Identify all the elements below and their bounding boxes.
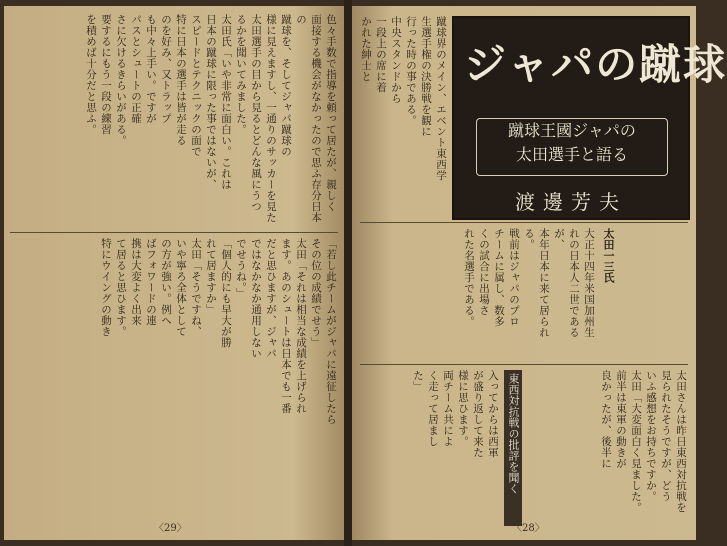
- right-bottom-text: [360, 370, 500, 520]
- right-intro-text: [360, 16, 448, 208]
- left-bottom-line: いや寧ろ全体として: [175, 238, 187, 337]
- title-box: [452, 16, 727, 220]
- right-intro-line: 一段上の席に着: [375, 16, 387, 93]
- right-page: [352, 6, 727, 540]
- left-top-line: 要するにもう一段の練習: [100, 14, 112, 135]
- left-top-line: 面接する機会がなかったので思ふ存分日本の: [295, 14, 322, 223]
- left-top-line: 太田氏「いや非常に面白い。これは: [220, 14, 232, 190]
- left-top-line: 日本の蹴球に限った事ではないが、: [205, 14, 217, 190]
- right-profile-line: 戦前はジャパのプロ: [508, 228, 520, 327]
- right-profile-text: [360, 228, 596, 358]
- right-profile-line: れた名選手である。: [463, 228, 475, 327]
- left-bottom-line: でせうね。」: [235, 238, 247, 299]
- right-profile-line: くの試合に出場さ: [478, 228, 490, 316]
- right-folio: 〈28〉: [512, 523, 545, 534]
- right-intro-line: 行った時の事である。: [405, 16, 417, 126]
- right-bottom-line: 見られたそうですが、どう: [660, 370, 672, 502]
- right-bottom-line: た」: [412, 370, 424, 392]
- right-intro-line: 蹴球界のメイン、エベント東西学: [435, 16, 447, 181]
- left-bottom-line: 特にウイングの動き: [100, 238, 112, 337]
- subtitle-line-2: 太田選手と語る: [515, 145, 628, 164]
- article-subtitle: [476, 118, 668, 176]
- left-top-line: 様に見えますし、一通りのサッカーを見た: [265, 14, 277, 223]
- profile-heading: 太田一三氏: [602, 228, 615, 283]
- right-intro-line: かれた紳士と: [360, 16, 372, 82]
- left-top-line: 特に日本の選手は皆が走る: [175, 14, 187, 146]
- article-author: 渡邊芳夫: [515, 190, 627, 214]
- right-bottom-line: 前半は東軍の動きが: [615, 370, 627, 469]
- left-bottom-line: だと思ひますが、ジャパ: [265, 238, 277, 359]
- left-bottom-line: 太田「そうですね、: [190, 238, 202, 337]
- right-profile-line: れの日本人二世であるが、: [553, 228, 580, 338]
- left-top-line: スピードとテクニックの面で: [190, 14, 202, 157]
- left-bottom-line: その位の成績でせう」: [310, 238, 322, 348]
- left-bottom-line: 「若し此チームがジャパに遠征したら: [325, 238, 337, 425]
- right-bottom-line: 太田さんは昨日東西対抗戦を: [675, 370, 687, 513]
- right-bottom-line: 様に思ひます。: [457, 370, 469, 447]
- right-bottom-line: 良かったが、後半に: [600, 370, 612, 469]
- left-top-line: るかを聞いてみました。: [235, 14, 247, 135]
- article-title: ジャパの蹴球: [464, 40, 727, 89]
- left-bottom-line: 携は大変よく出来: [130, 238, 142, 326]
- right-divider-mid: [360, 364, 688, 365]
- right-intro-line: 中央スタンドから: [390, 16, 402, 104]
- right-intro-line: 生選手権の決勝戦を観に: [420, 16, 432, 137]
- left-page: [4, 6, 344, 540]
- right-divider-top: [360, 222, 688, 223]
- left-bottom-line: の方が強い。例へ: [160, 238, 172, 326]
- left-top-line: を積めば十分だと思ふ。: [85, 14, 97, 135]
- left-bottom-line: ます。あのシュートは日本でも一番: [280, 238, 292, 414]
- left-bottom-line: ばフォワードの連: [145, 238, 157, 326]
- left-bottom-line: 太田「それは相当な成績を上げられ: [295, 238, 307, 414]
- left-bottom-line: ではなかなか通用しない: [250, 238, 262, 359]
- right-bottom-line: 入ってからは西軍: [487, 370, 499, 458]
- left-divider: [10, 232, 338, 233]
- right-bottom-line: 両チーム共によ: [442, 370, 454, 447]
- left-folio: 〈29〉: [154, 523, 187, 534]
- left-top-line: 色々手数で指導を頼って居たが、親しく: [325, 14, 337, 212]
- left-bottom-line: れて居ますか」: [205, 238, 217, 315]
- right-bottom-line: いふ感想をお持ちですか。: [645, 370, 657, 502]
- left-top-line: 蹴球を、そしてジャパ蹴球の: [280, 14, 292, 157]
- left-top-line: のを好み、又トラップ: [160, 14, 172, 124]
- left-bottom-line: 「個人的にも早大が勝: [220, 238, 232, 348]
- left-top-text: [10, 14, 338, 228]
- right-profile-line: 大正十四年米国加州生: [583, 228, 595, 338]
- right-bottom-line: が盛り返して来た: [472, 370, 484, 458]
- right-bottom-text-2: [524, 370, 688, 520]
- subtitle-line-1: 蹴球王國ジャパの: [508, 121, 636, 140]
- right-bottom-line: 太田「大変面白く見ました。: [630, 370, 642, 513]
- left-top-line: パスとシュートの正確: [130, 14, 142, 124]
- left-top-line: さに欠けるきらいがある。: [115, 14, 127, 146]
- left-top-line: 太田選手の目から見るとどんな風にうつ: [250, 14, 262, 212]
- binding-gutter: [344, 0, 352, 546]
- right-bottom-line: く走って居まし: [427, 370, 439, 447]
- section-heading: 東西対抗戦の批評を聞く: [504, 370, 522, 526]
- left-top-line: も中々上手い。ですが: [145, 14, 157, 124]
- right-mid-fill: [618, 228, 688, 358]
- right-profile-line: 本年日本に来て居られる。: [523, 228, 550, 338]
- right-profile-line: チームに属し、数多: [493, 228, 505, 327]
- left-bottom-line: て居ると思ひます。: [115, 238, 127, 337]
- left-bottom-text: [10, 238, 338, 514]
